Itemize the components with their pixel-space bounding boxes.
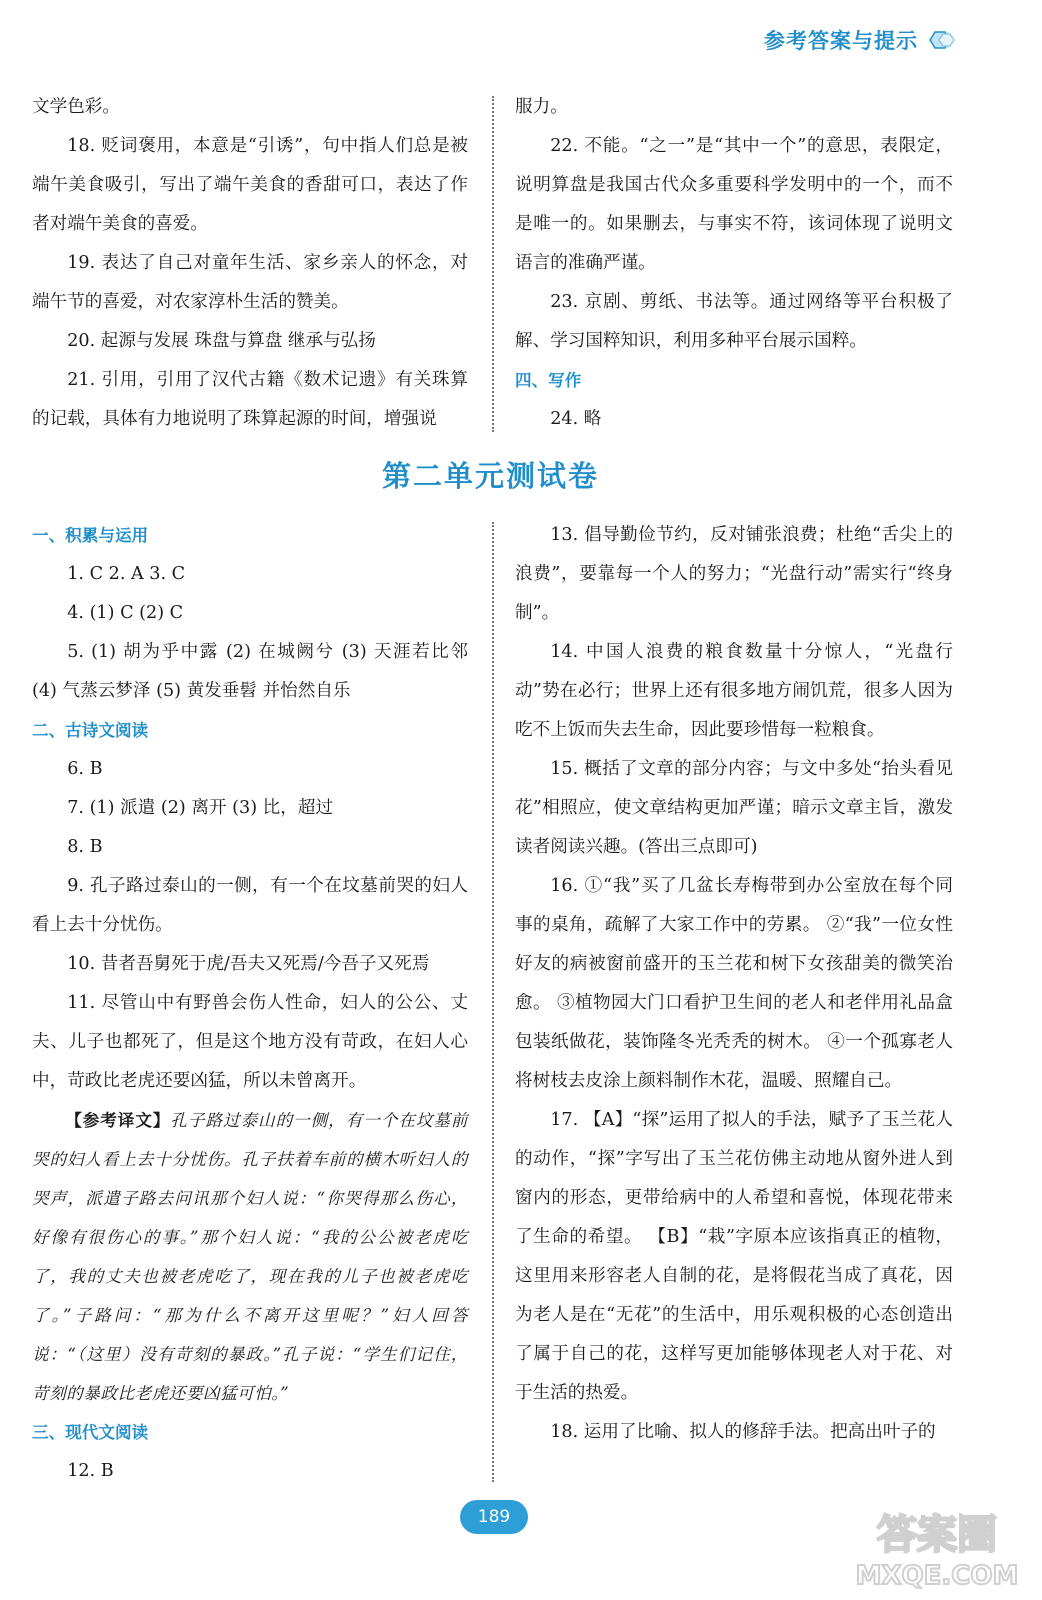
hexagon-logo-icon <box>926 29 956 51</box>
column-divider-bottom <box>492 522 494 1482</box>
answer-item: 19. 表达了自己对童年生活、家乡亲人的怀念，对端午节的喜爱，对农家淳朴生活的赞美。 <box>32 253 468 312</box>
answer-item: 21. 引用，引用了汉代古籍《数术记遗》有关珠算的记载，具体有力地说明了珠算起源的时间，增强说 <box>32 370 468 429</box>
answer-item: 1. C 2. A 3. C <box>67 564 186 584</box>
answer-item: 17. 【A】“探”运用了拟人的手法，赋予了玉兰花人的动作，“探”字写出了玉兰花仿佛主动地从窗外进人到窗内的形态，更带给病中的人希望和喜悦，体现花带来了生命的希望。 【B】“栽”字原本应该指真正的植物，这里用来形容老人自制的花，是将假花当成了真花，因为老人是在“无花”的生活中，用乐观积极的心态创造出了属于自己的花，这样写更加能够体现老人对于花、对于生活的热爱。 <box>515 1110 953 1403</box>
section-heading: 一、积累与运用 <box>32 526 149 545</box>
answer-item: 18. 运用了比喻、拟人的修辞手法。把高出叶子的 <box>550 1422 936 1442</box>
column-divider-top <box>492 96 494 432</box>
answer-item: 12. B <box>67 1461 114 1481</box>
answer-item: 13. 倡导勤俭节约，反对铺张浪费；杜绝“舌尖上的浪费”，要靠每一个人的努力；“光盘行动”需实行“终身制”。 <box>515 525 953 623</box>
watermark-text-top: 答案圈 <box>877 1512 997 1558</box>
answer-item: 4. (1) C (2) C <box>67 603 184 623</box>
answer-item: 22. 不能。“之一”是“其中一个”的意思，表限定，说明算盘是我国古代众多重要科学发明中的一个，而不是唯一的。如果删去，与事实不符，该词体现了说明文语言的准确严谨。 <box>515 136 953 273</box>
header-title: 参考答案与提示 <box>764 29 918 53</box>
section-heading: 四、写作 <box>515 371 582 390</box>
answer-item: 14. 中国人浪费的粮食数量十分惊人，“光盘行动”势在必行；世界上还有很多地方闹饥荒，很多人因为吃不上饭而失去生命，因此要珍惜每一粒粮食。 <box>515 642 953 740</box>
bottom-left-column <box>32 516 468 1491</box>
answer-item: 文学色彩。 <box>32 97 120 117</box>
answer-item: 6. B <box>67 759 103 779</box>
unit-title: 第二单元测试卷 <box>381 459 599 493</box>
answer-item: 9. 孔子路过泰山的一侧，有一个在坟墓前哭的妇人看上去十分忧伤。 <box>32 876 468 935</box>
answer-item: 16. ①“我”买了几盆长寿梅带到办公室放在每个同事的桌角，疏解了大家工作中的劳累。 ②“我”一位女性好友的病被窗前盛开的玉兰花和树下女孩甜美的微笑治愈。 ③植物园大门口看护卫生间的老人和老伴用礼品盒包装纸做花，装饰隆冬光秃秃的树木。 ④一个孤寡老人将树枝去皮涂上颜料制作木花，温暖、照耀自己。 <box>515 876 953 1091</box>
answer-item: 5. (1) 胡为乎中露 (2) 在城阙兮 (3) 天涯若比邻 (4) 气蒸云梦泽 (5) 黄发垂髫 并怡然自乐 <box>32 642 468 701</box>
bottom-right-column <box>515 516 953 1452</box>
reference-text: 孔子路过泰山的一侧，有一个在坟墓前哭的妇人看上去十分忧伤。孔子扶着车前的横木听妇人的哭声，派遣子路去问讯那个妇人说：“你哭得那么伤心，好像有很伤心的事。”那个妇人说：“我的公公被老虎吃了，我的丈夫也被老虎吃了，现在我的儿子也被老虎吃了。”子路问：“那为什么不离开这里呢？”妇人回答说：“（这里）没有苛刻的暴政。”孔子说：“学生们记住，苛刻的暴政比老虎还要凶猛可怕。” <box>32 1111 469 1403</box>
answer-item: 24. 略 <box>550 409 602 429</box>
reference-translation <box>32 1101 468 1413</box>
section-heading: 二、古诗文阅读 <box>32 721 149 740</box>
answer-item: 20. 起源与发展 珠盘与算盘 继承与弘扬 <box>67 331 376 351</box>
reference-label: 【参考译文】 <box>65 1110 171 1130</box>
answer-item: 11. 尽管山中有野兽会伤人性命，妇人的公公、丈夫、儿子也都死了，但是这个地方没有苛政，在妇人心中，苛政比老虎还要凶猛，所以未曾离开。 <box>32 993 468 1091</box>
top-right-column <box>515 88 953 439</box>
top-left-column <box>32 88 468 439</box>
answer-item: 7. (1) 派遣 (2) 离开 (3) 比，超过 <box>67 798 334 818</box>
answer-item: 23. 京剧、剪纸、书法等。通过网络等平台积极了解、学习国粹知识，利用多种平台展示国粹。 <box>515 292 953 351</box>
watermark-text-bottom: MXQE.COM <box>855 1561 1019 1591</box>
section-heading: 三、现代文阅读 <box>32 1423 149 1442</box>
answer-item: 10. 昔者吾舅死于虎/吾夫又死焉/今吾子又死焉 <box>67 954 430 974</box>
answer-item: 18. 贬词褒用，本意是“引诱”，句中指人们总是被端午美食吸引，写出了端午美食的香甜可口，表达了作者对端午美食的喜爱。 <box>32 136 468 234</box>
page-header <box>764 22 956 58</box>
answer-item: 服力。 <box>515 97 568 117</box>
answer-item: 15. 概括了文章的部分内容；与文中多处“抬头看见花”相照应，使文章结构更加严谨；暗示文章主旨，激发读者阅读兴趣。(答出三点即可) <box>515 759 953 857</box>
answer-item: 8. B <box>67 837 103 857</box>
watermark-logo <box>842 1500 1032 1594</box>
page-number: 189 <box>460 1500 528 1534</box>
